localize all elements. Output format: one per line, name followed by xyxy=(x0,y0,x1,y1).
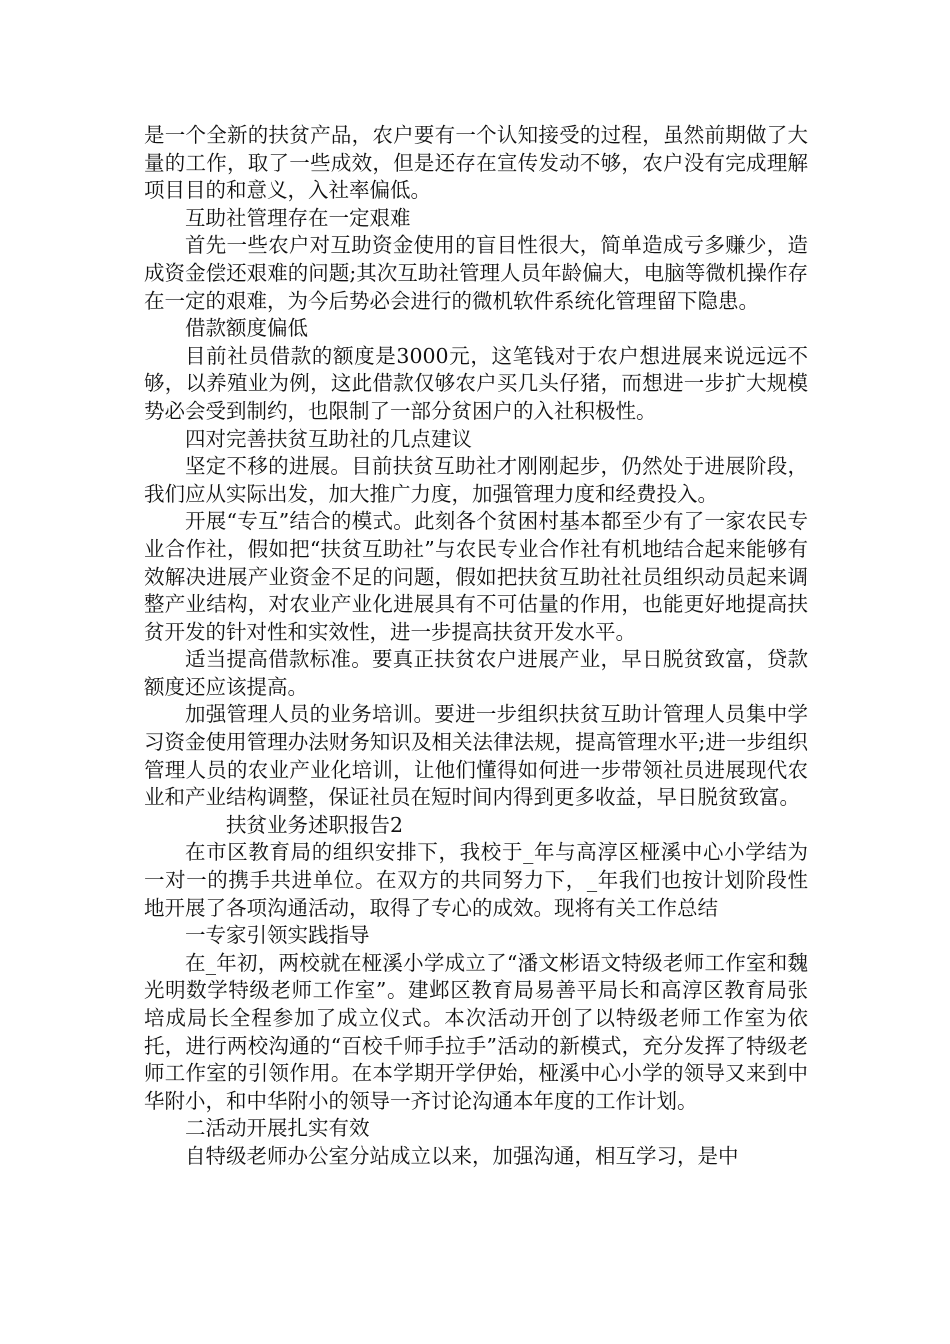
paragraph-report-intro: 在市区教育局的组织安排下，我校于_年与高淳区桠溪中心小学结为一对一的携手共进单位。在双方的共同努力下，_年我们也按计划阶段性地开展了各项沟通活动，取得了专心的成效。现将有关工作总结 xyxy=(144,840,808,920)
paragraph-raise-loan-standard: 适当提高借款标准。要真正扶贫农户进展产业，早日脱贫致富，贷款额度还应该提高。 xyxy=(144,647,808,699)
paragraph-management-difficulty: 首先一些农户对互助资金使用的盲目性很大，简单造成亏多赚少，造成资金偿还艰难的问题;其次互助社管理人员年龄偏大，电脑等微机操作存在一定的艰难，为今后势必会进行的微机软件系统化管理留下隐患。 xyxy=(144,233,808,313)
paragraph-combined-model: 开展“专互”结合的模式。此刻各个贫困村基本都至少有了一家农民专业合作社，假如把“扶贫互助社”与农民专业合作社有机地结合起来能够有效解决进展产业资金不足的问题，假如把扶贫互助社社员组织动员起来调整产业结构，对农业产业化进展具有不可估量的作用，也能更好地提高扶贫开发的针对性和实效性，进一步提高扶贫开发水平。 xyxy=(144,509,808,644)
heading-suggestions: 四对完善扶贫互助社的几点建议 xyxy=(185,426,472,451)
document-page xyxy=(144,122,808,1171)
paragraph-staff-training: 加强管理人员的业务培训。要进一步组织扶贫互助计管理人员集中学习资金使用管理办法财务知识及相关法律法规，提高管理水平;进一步组织管理人员的农业产业化培训，让他们懂得如何进一步带领社员进展现代农业和产业结构调整，保证社员在短时间内得到更多收益，早日脱贫致富。 xyxy=(144,702,808,810)
paragraph-expert-guidance: 在_年初，两校就在桠溪小学成立了“潘文彬语文特级老师工作室和魏光明数学特级老师工作室”。建邺区教育局易善平局长和高淳区教育局张培成局长全程参加了成立仪式。本次活动开创了以特级老师工作室为依托，进行两校沟通的“百校千师手拉手”活动的新模式，充分发挥了特级老师工作室的引领作用。在本学期开学伊始，桠溪中心小学的领导又来到中华附小，和中华附小的领导一齐讨论沟通本年度的工作计划。 xyxy=(144,950,808,1113)
heading-expert-guidance: 一专家引领实践指导 xyxy=(185,923,370,948)
report-title: 扶贫业务述职报告2 xyxy=(226,812,404,837)
paragraph-activities: 自特级老师办公室分站成立以来，加强沟通，相互学习，是中 xyxy=(185,1143,739,1168)
heading-activities: 二活动开展扎实有效 xyxy=(185,1116,370,1141)
paragraph-intro-continued: 是一个全新的扶贫产品，农户要有一个认知接受的过程，虽然前期做了大量的工作，取了一些成效，但是还存在宣传发动不够，农户没有完成理解项目目的和意义，入社率偏低。 xyxy=(144,123,808,203)
paragraph-loan-amount-low: 目前社员借款的额度是3000元，这笔钱对于农户想进展来说远远不够，以养殖业为例，这此借款仅够农户买几头仔猪，而想进一步扩大规模势必会受到制约，也限制了一部分贫困户的入社积极性。 xyxy=(144,343,808,423)
heading-management-difficulty: 互助社管理存在一定艰难 xyxy=(185,205,411,230)
heading-loan-amount-low: 借款额度偏低 xyxy=(185,316,308,341)
paragraph-steady-development: 坚定不移的进展。目前扶贫互助社才刚刚起步，仍然处于进展阶段，我们应从实际出发，加大推广力度，加强管理力度和经费投入。 xyxy=(144,454,808,506)
